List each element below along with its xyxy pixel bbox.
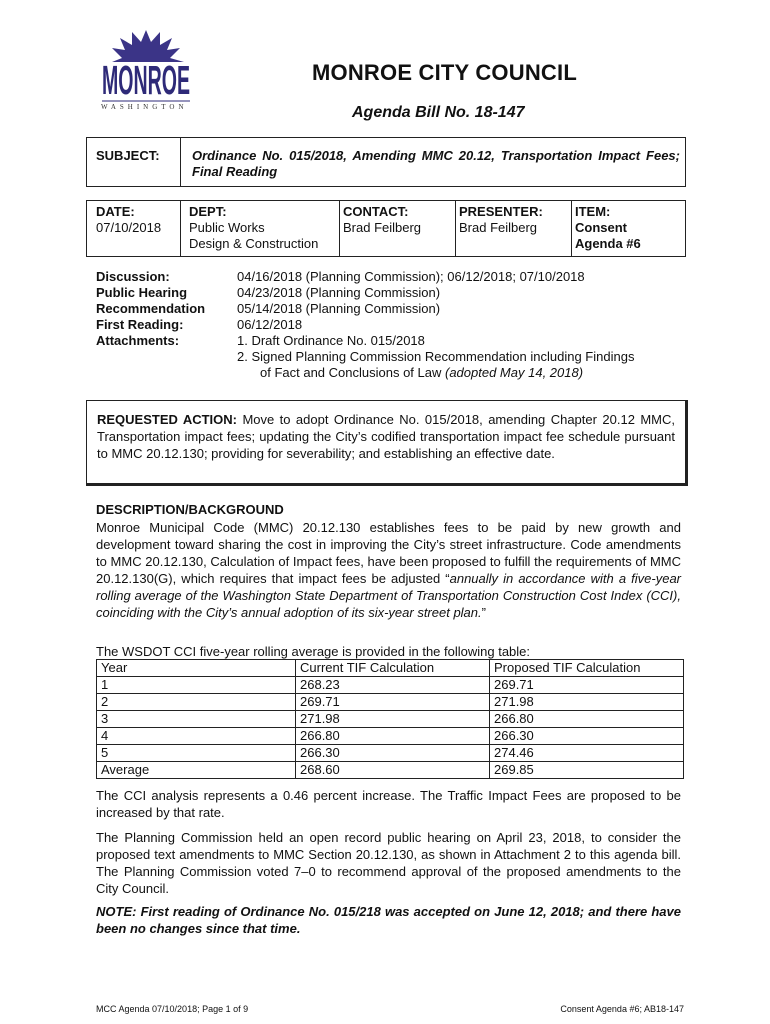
table-cell: 266.30: [490, 728, 684, 745]
date-cell: [96, 204, 161, 236]
info-box: [86, 200, 686, 257]
logo-wordmark: MONROE: [102, 57, 190, 104]
attachments-label: Attachments:: [96, 333, 180, 348]
date-label: DATE:: [96, 204, 135, 219]
recommendation-date: 05/14/2018 (Planning Commission): [237, 301, 441, 316]
item-line1: Consent: [575, 220, 627, 235]
table-cell: 269.71: [490, 677, 684, 694]
table-cell: 269.71: [296, 694, 490, 711]
description-quote: annually in accordance with a five-year rolling average of the Washington State Department of Transportation Construction Cost Index (CCI), coinciding with the City’s annual adoption of its six-year street plan.: [96, 571, 681, 620]
attachment-2-adopted: (adopted May 14, 2018): [445, 365, 584, 380]
item-label: ITEM:: [575, 204, 611, 219]
dept-label: DEPT:: [189, 204, 227, 219]
table-cell: 1: [97, 677, 296, 694]
public-hearing-label: Public Hearing: [96, 285, 188, 300]
footer-right: Consent Agenda #6; AB18-147: [560, 1004, 684, 1014]
date-value: 07/10/2018: [96, 220, 162, 235]
presenter-cell: [459, 204, 543, 236]
table-cell: 271.98: [490, 694, 684, 711]
dept-cell: [189, 204, 318, 252]
footer-left: MCC Agenda 07/10/2018; Page 1 of 9: [96, 1004, 249, 1014]
agenda-bill-number: Agenda Bill No. 18-147: [352, 104, 525, 121]
table-cell: 268.60: [296, 762, 490, 779]
table-row: [97, 694, 684, 711]
table-row: [97, 762, 684, 779]
table-cell: 266.30: [296, 745, 490, 762]
dept-line1: Public Works: [189, 220, 265, 235]
requested-action-label: REQUESTED ACTION:: [97, 412, 238, 427]
table-cell: Average: [97, 762, 296, 779]
description-paragraph-3: The Planning Commission held an open record public hearing on April 23, 2018, to consider the proposed text amendments to MMC Section 20.12.130, as shown in Attachment 2 to this agenda bill. The Planning Commission voted 7–0 to recommend approval of the proposed amendments to the City Council.: [96, 830, 681, 896]
header-year: Year: [97, 660, 296, 677]
item-line2: Agenda #6: [575, 236, 641, 251]
requested-action-text: [97, 411, 675, 462]
attachment-2-cont: of Fact and Conclusions of Law (adopted May 14, 2018): [260, 365, 584, 380]
logo-subtext: WASHINGTON: [101, 103, 188, 111]
first-reading-label: First Reading:: [96, 317, 184, 332]
note-paragraph: NOTE: First reading of Ordinance No. 015/218 was accepted on June 12, 2018; and there have been no changes since that time.: [96, 904, 681, 936]
attachment-2: 2. Signed Planning Commission Recommendation including Findings: [237, 349, 635, 364]
table-cell: 3: [97, 711, 296, 728]
table-row: [97, 745, 684, 762]
cci-table: [96, 659, 684, 779]
dept-line2: Design & Construction: [189, 236, 319, 251]
table-row: [97, 728, 684, 745]
presenter-value: Brad Feilberg: [459, 220, 538, 235]
discussion-label: Discussion:: [96, 269, 170, 284]
contact-value: Brad Feilberg: [343, 220, 422, 235]
page-title: MONROE CITY COUNCIL: [312, 60, 577, 85]
attachment-1: 1. Draft Ordinance No. 015/2018: [237, 333, 425, 348]
table-cell: 266.80: [490, 711, 684, 728]
discussion-dates: 04/16/2018 (Planning Commission); 06/12/2018; 07/10/2018: [237, 269, 585, 284]
table-intro: The WSDOT CCI five-year rolling average is provided in the following table:: [96, 644, 531, 659]
table-row: [97, 677, 684, 694]
header-current: Current TIF Calculation: [296, 660, 490, 677]
table-cell: 268.23: [296, 677, 490, 694]
requested-action-body: Move to adopt Ordinance No. 015/2018, amending Chapter 20.12 MMC, Transportation impact fees; updating the City’s codified transportation impact fee schedule pursuant to MMC 20.12.130; providing for severability; and establishing an effective date.: [97, 412, 675, 461]
header-proposed: Proposed TIF Calculation: [490, 660, 684, 677]
recommendation-label: Recommendation: [96, 301, 206, 316]
table-row: [97, 711, 684, 728]
subject-text: Ordinance No. 015/2018, Amending MMC 20.12, Transportation Impact Fees; Final Reading: [192, 148, 680, 179]
description-heading: DESCRIPTION/BACKGROUND: [96, 502, 284, 517]
table-cell: 4: [97, 728, 296, 745]
table-header-row: [97, 660, 684, 677]
presenter-label: PRESENTER:: [459, 204, 543, 219]
item-cell: [575, 204, 641, 252]
table-cell: 2: [97, 694, 296, 711]
public-hearing-date: 04/23/2018 (Planning Commission): [237, 285, 441, 300]
table-cell: 271.98: [296, 711, 490, 728]
table-cell: 274.46: [490, 745, 684, 762]
description-paragraph-1: Monroe Municipal Code (MMC) 20.12.130 establishes fees to be paid by new growth and development toward sharing the cost in improving the City’s street infrastructure. Code amendments to MMC 20.12.130, Calculation of Impact fees, have been proposed to fulfill the requirements of MMC 20.12.130(G), which requires that impact fees be adjusted “annually in accordance with a five-year rolling average of the Washington State Department of Transportation Construction Cost Index (CCI), coinciding with the City’s annual adoption of its six-year street plan.”: [96, 520, 681, 620]
table-cell: 269.85: [490, 762, 684, 779]
requested-action-box: [86, 400, 688, 486]
subject-label: SUBJECT:: [96, 148, 160, 163]
table-cell: 266.80: [296, 728, 490, 745]
contact-cell: [343, 204, 421, 236]
description-paragraph-2: The CCI analysis represents a 0.46 percent increase. The Traffic Impact Fees are proposed to be increased by that rate.: [96, 788, 681, 820]
table-cell: 5: [97, 745, 296, 762]
first-reading-date: 06/12/2018: [237, 317, 303, 332]
contact-label: CONTACT:: [343, 204, 409, 219]
subject-box: [86, 137, 686, 187]
